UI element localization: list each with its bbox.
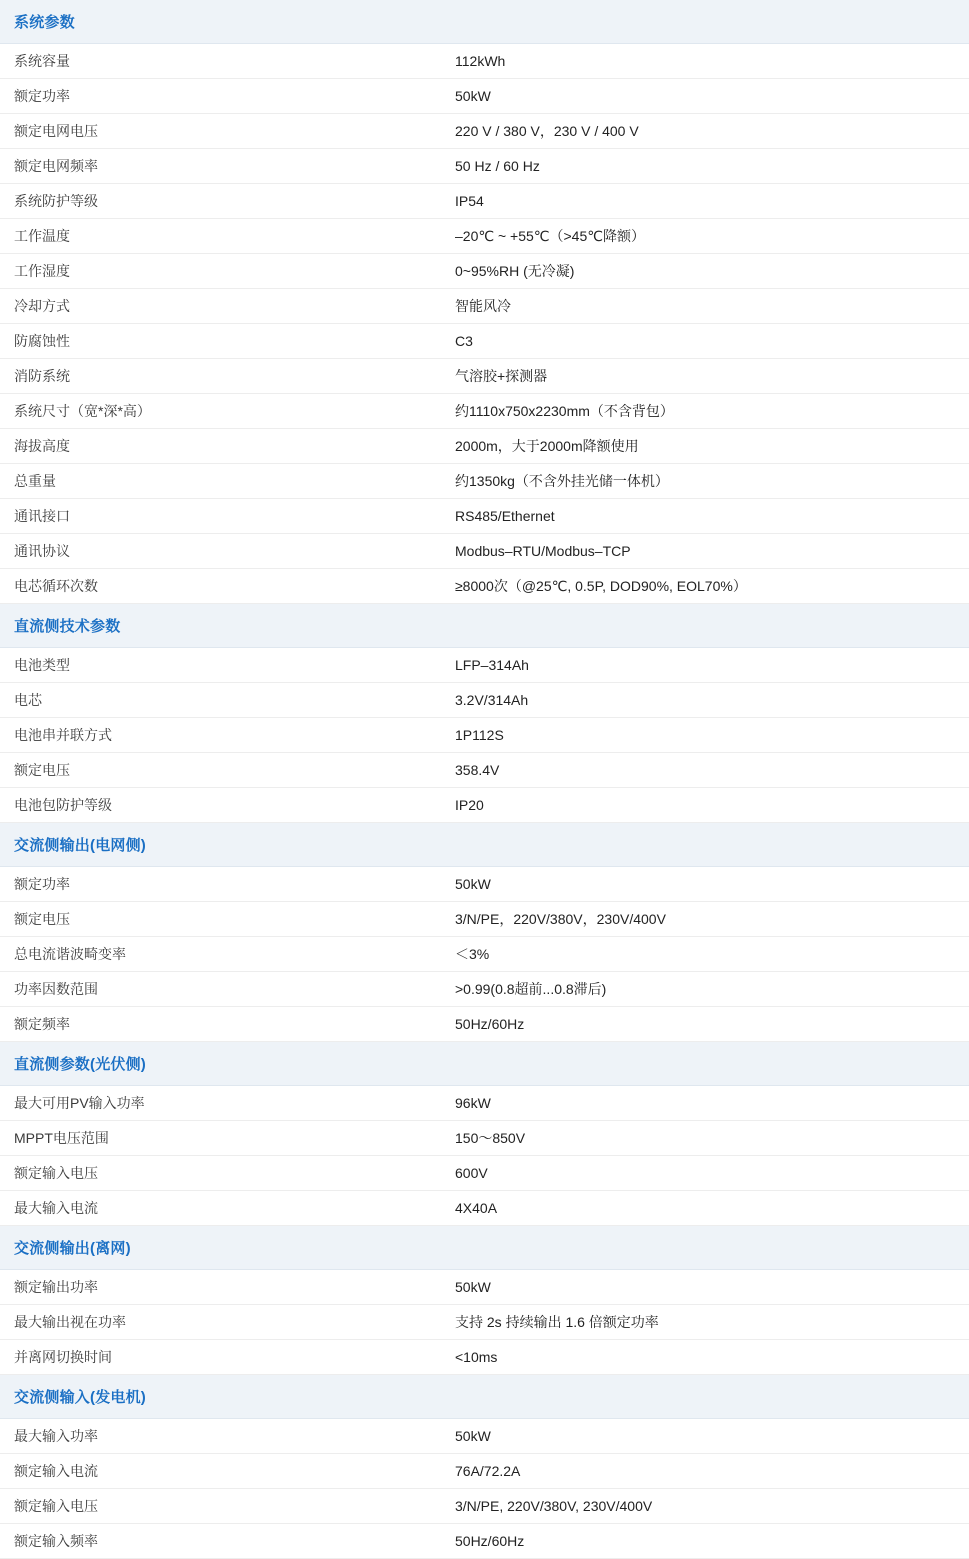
spec-row	[0, 937, 969, 972]
spec-row	[0, 394, 969, 429]
spec-value: 112kWh	[455, 53, 506, 69]
spec-label: MPPT电压范围	[14, 1130, 109, 1146]
spec-label: 额定电压	[14, 762, 70, 778]
spec-label: 工作温度	[14, 228, 70, 244]
spec-value: 4X40A	[455, 1200, 498, 1216]
spec-label: 并离网切换时间	[14, 1349, 112, 1365]
spec-row	[0, 1454, 969, 1489]
section-body	[0, 44, 969, 604]
spec-row	[0, 429, 969, 464]
spec-value: LFP–314Ah	[455, 657, 529, 673]
spec-row	[0, 79, 969, 114]
section-title: 直流侧技术参数	[0, 604, 969, 648]
spec-row	[0, 1524, 969, 1559]
section-body	[0, 1270, 969, 1375]
spec-label: 电池串并联方式	[14, 727, 112, 743]
spec-label: 额定电压	[14, 911, 70, 927]
spec-value: 0~95%RH (无冷凝)	[455, 263, 575, 279]
section-body	[0, 648, 969, 823]
spec-value: 气溶胶+探测器	[455, 368, 548, 384]
section-body	[0, 1419, 969, 1559]
spec-label: 冷却方式	[14, 298, 70, 314]
spec-value: 1P112S	[455, 727, 504, 743]
spec-label: 最大输入电流	[14, 1200, 98, 1216]
section-title: 交流侧输入(发电机)	[0, 1375, 969, 1419]
spec-row	[0, 648, 969, 683]
spec-value: 600V	[455, 1165, 488, 1181]
spec-value: 50Hz/60Hz	[455, 1533, 525, 1549]
spec-value: –20℃ ~ +55℃（>45℃降额）	[455, 228, 645, 244]
spec-row	[0, 184, 969, 219]
spec-value: C3	[455, 333, 473, 349]
spec-label: 额定功率	[14, 876, 70, 892]
spec-row	[0, 788, 969, 823]
spec-label: 总电流谐波畸变率	[14, 946, 126, 962]
spec-row	[0, 1489, 969, 1524]
spec-row	[0, 359, 969, 394]
spec-row	[0, 254, 969, 289]
section-body	[0, 1086, 969, 1226]
spec-value: 50Hz/60Hz	[455, 1016, 525, 1032]
spec-label: 电池包防护等级	[14, 797, 112, 813]
spec-row	[0, 972, 969, 1007]
spec-row	[0, 902, 969, 937]
spec-value: IP20	[455, 797, 484, 813]
spec-row	[0, 289, 969, 324]
spec-value: 50kW	[455, 1279, 491, 1295]
spec-row	[0, 1191, 969, 1226]
spec-row	[0, 114, 969, 149]
spec-value: Modbus–RTU/Modbus–TCP	[455, 543, 631, 559]
spec-label: 额定功率	[14, 88, 70, 104]
spec-value: 约1350kg（不含外挂光储一体机）	[455, 473, 669, 489]
spec-row	[0, 219, 969, 254]
spec-row	[0, 499, 969, 534]
spec-row	[0, 683, 969, 718]
spec-row	[0, 534, 969, 569]
spec-label: 消防系统	[14, 368, 70, 384]
spec-label: 系统尺寸（宽*深*高）	[14, 403, 151, 419]
spec-value: 智能风冷	[455, 298, 511, 314]
spec-label: 系统防护等级	[14, 193, 98, 209]
spec-label: 通讯接口	[14, 508, 70, 524]
spec-row	[0, 1086, 969, 1121]
spec-row	[0, 1121, 969, 1156]
spec-label: 额定电网电压	[14, 123, 98, 139]
spec-row	[0, 1007, 969, 1042]
spec-value: 150～850V	[455, 1130, 526, 1146]
spec-label: 电芯	[14, 692, 42, 708]
spec-value: 2000m，大于2000m降额使用	[455, 438, 639, 454]
spec-label: 额定输入电压	[14, 1165, 98, 1181]
spec-label: 功率因数范围	[14, 981, 98, 997]
spec-label: 系统容量	[14, 53, 70, 69]
spec-value: <10ms	[455, 1349, 498, 1365]
spec-label: 额定输出功率	[14, 1279, 98, 1295]
section-title: 交流侧输出(离网)	[0, 1226, 969, 1270]
spec-section	[0, 1375, 969, 1559]
spec-section	[0, 604, 969, 823]
spec-section	[0, 1226, 969, 1375]
spec-label: 通讯协议	[14, 543, 70, 559]
spec-value: IP54	[455, 193, 484, 209]
spec-value: 50 Hz / 60 Hz	[455, 158, 540, 174]
spec-label: 额定输入频率	[14, 1533, 98, 1549]
spec-value: 3/N/PE, 220V/380V, 230V/400V	[455, 1498, 653, 1514]
spec-section	[0, 1042, 969, 1226]
spec-value: 3/N/PE，220V/380V，230V/400V	[455, 911, 666, 927]
spec-value: 50kW	[455, 88, 491, 104]
spec-label: 额定输入电压	[14, 1498, 98, 1514]
spec-label: 最大可用PV输入功率	[14, 1095, 145, 1111]
spec-label: 工作湿度	[14, 263, 70, 279]
section-title: 直流侧参数(光伏侧)	[0, 1042, 969, 1086]
spec-row	[0, 569, 969, 604]
spec-row	[0, 464, 969, 499]
spec-label: 额定输入电流	[14, 1463, 98, 1479]
spec-row	[0, 753, 969, 788]
spec-label: 最大输出视在功率	[14, 1314, 126, 1330]
spec-value: 支持 2s 持续输出 1.6 倍额定功率	[455, 1314, 659, 1330]
spec-section	[0, 0, 969, 604]
spec-value: 50kW	[455, 1428, 491, 1444]
spec-row	[0, 718, 969, 753]
spec-label: 最大输入功率	[14, 1428, 98, 1444]
spec-row	[0, 149, 969, 184]
spec-row	[0, 1270, 969, 1305]
spec-row	[0, 44, 969, 79]
spec-section	[0, 823, 969, 1042]
spec-label: 电芯循环次数	[14, 578, 98, 594]
spec-label: 额定频率	[14, 1016, 70, 1032]
spec-value: >0.99(0.8超前...0.8滞后)	[455, 981, 607, 997]
spec-row	[0, 1156, 969, 1191]
spec-row	[0, 1305, 969, 1340]
spec-value: 96kW	[455, 1095, 491, 1111]
section-title: 交流侧输出(电网侧)	[0, 823, 969, 867]
spec-value: 50kW	[455, 876, 491, 892]
spec-value: RS485/Ethernet	[455, 508, 555, 524]
spec-row	[0, 1340, 969, 1375]
spec-value: 3.2V/314Ah	[455, 692, 529, 708]
spec-value: ≥8000次（@25℃, 0.5P, DOD90%, EOL70%）	[455, 578, 747, 594]
spec-value: 358.4V	[455, 762, 500, 778]
spec-label: 电池类型	[14, 657, 70, 673]
spec-row	[0, 324, 969, 359]
spec-label: 总重量	[14, 473, 56, 489]
spec-label: 额定电网频率	[14, 158, 98, 174]
spec-value: 约1110x750x2230mm（不含背包）	[455, 403, 674, 419]
spec-value: 220 V / 380 V，230 V / 400 V	[455, 123, 639, 139]
section-title: 系统参数	[0, 0, 969, 44]
spec-label: 防腐蚀性	[14, 333, 70, 349]
spec-label: 海拔高度	[14, 438, 70, 454]
spec-row	[0, 1419, 969, 1454]
spec-value: ＜3%	[455, 946, 490, 962]
spec-row	[0, 867, 969, 902]
section-body	[0, 867, 969, 1042]
spec-value: 76A/72.2A	[455, 1463, 521, 1479]
